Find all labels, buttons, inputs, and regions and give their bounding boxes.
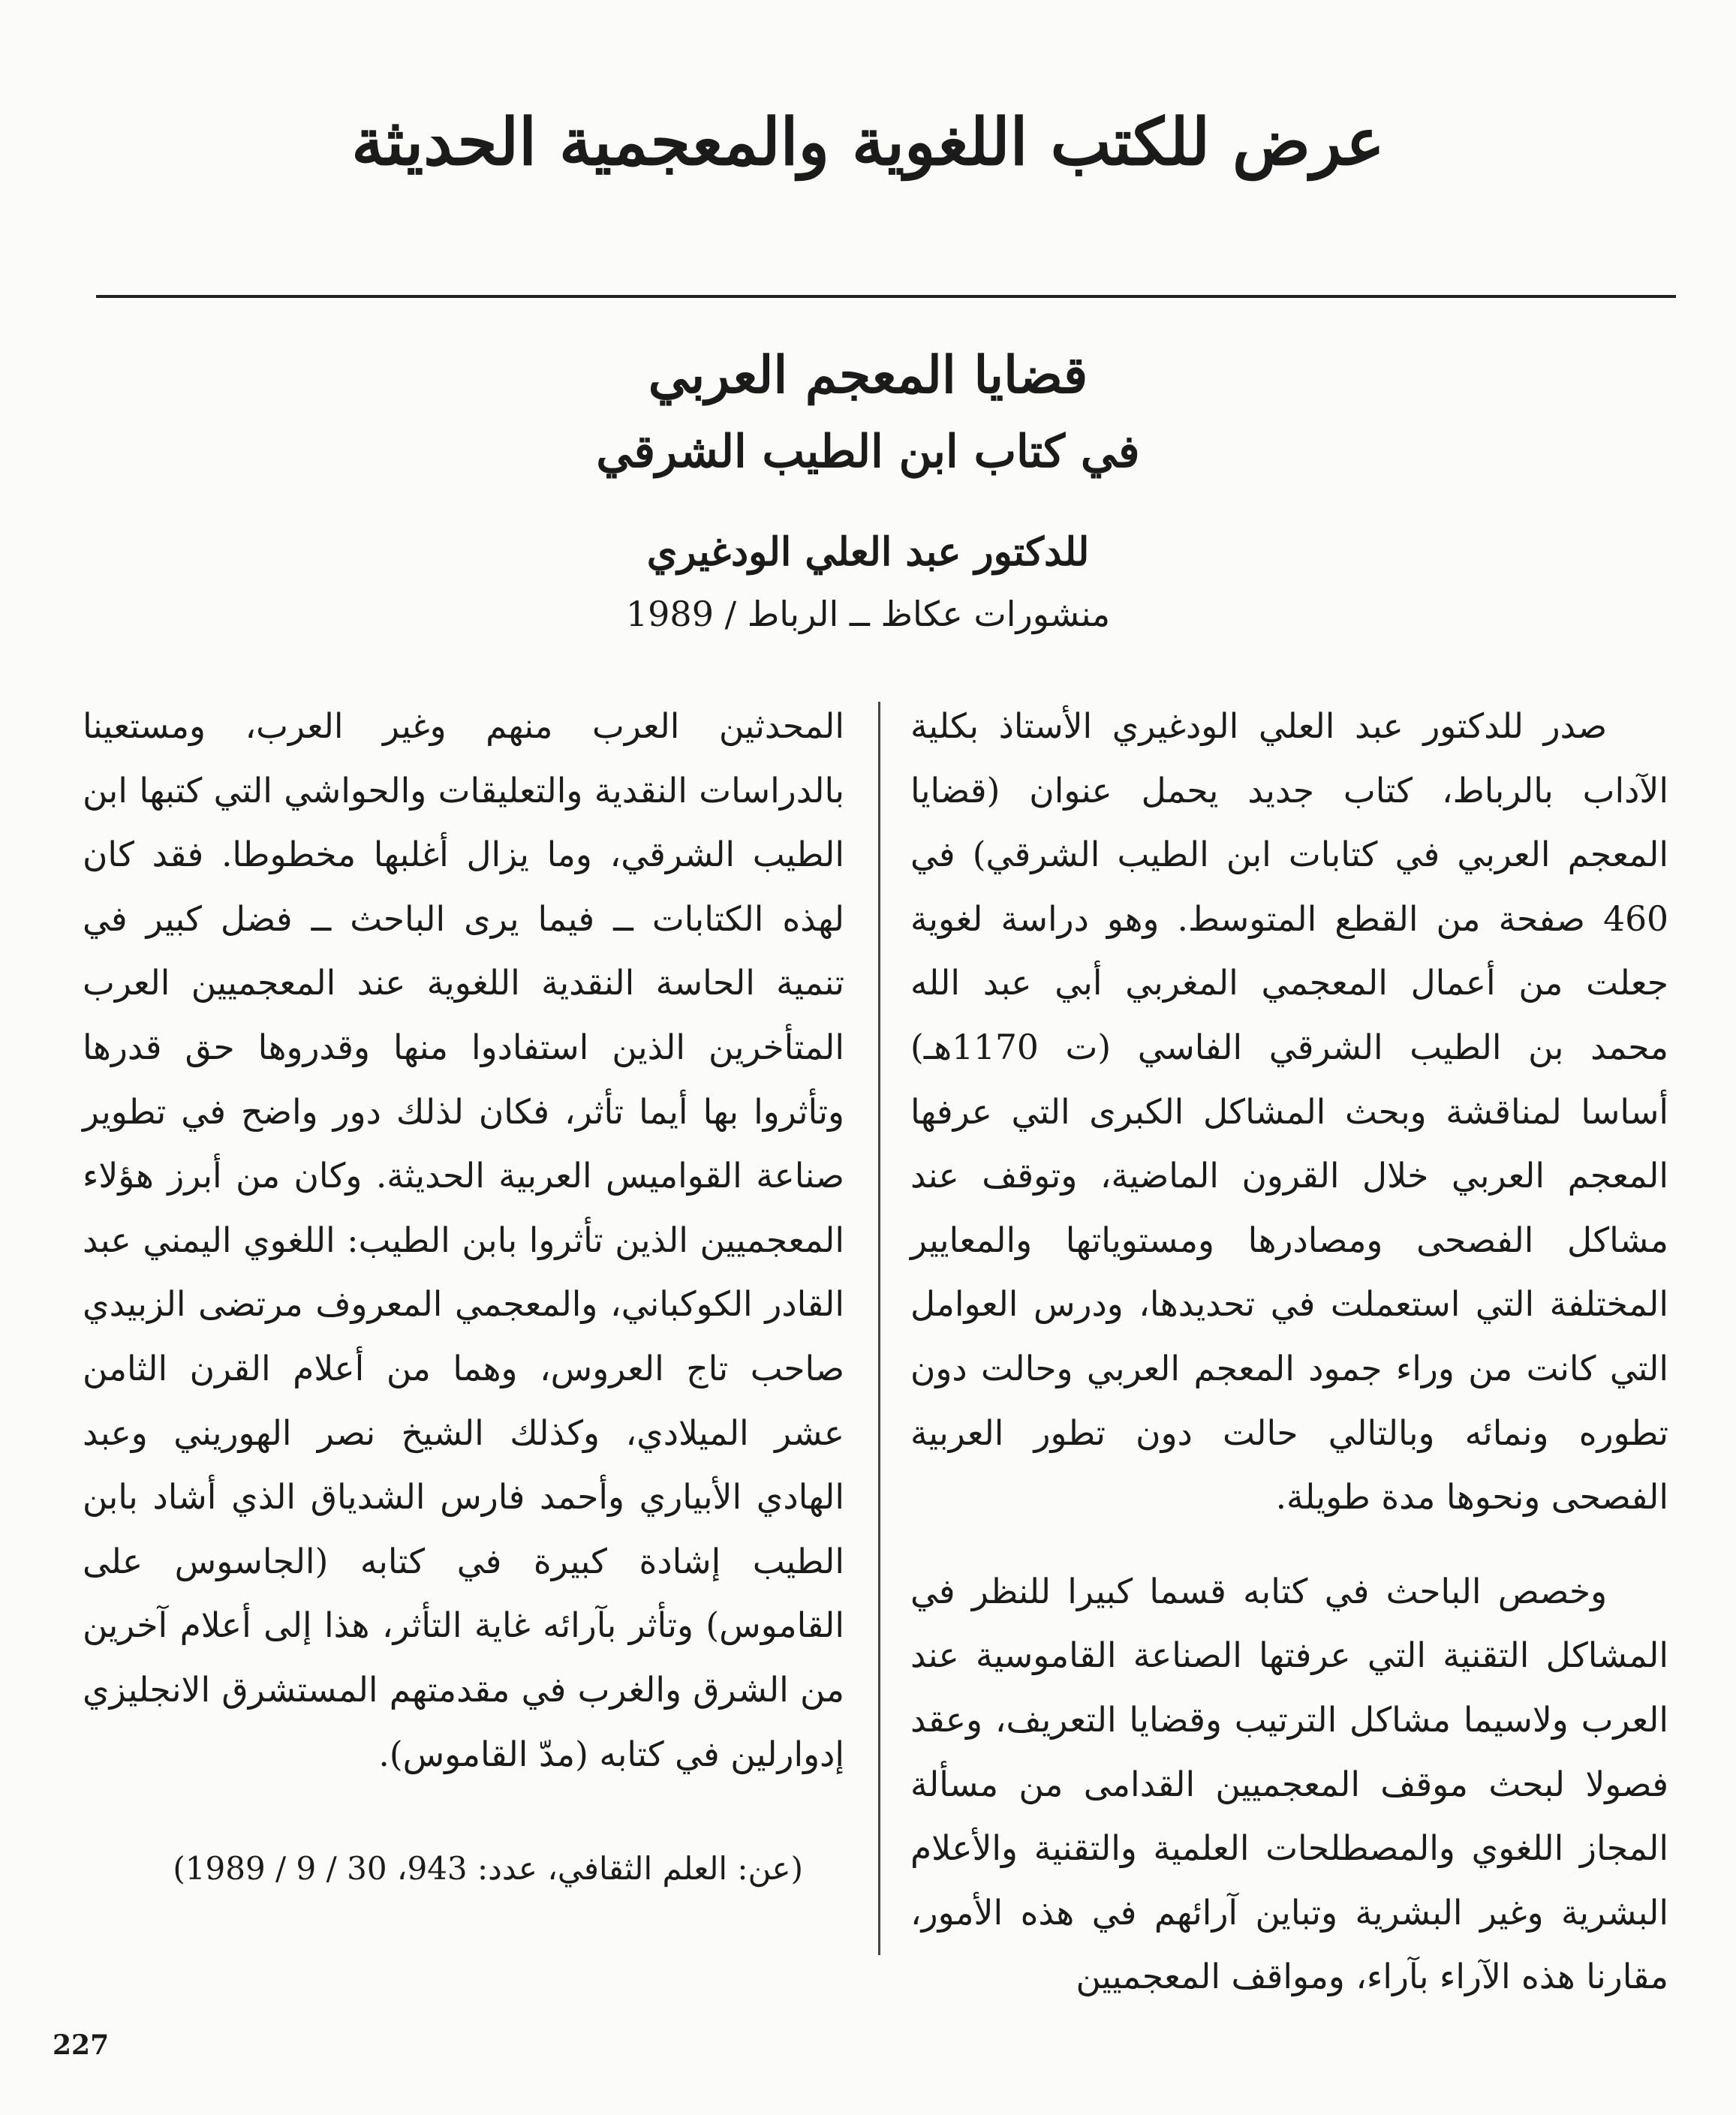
publisher-info: منشورات عكاظ ــ الرباط / 1989 xyxy=(625,594,1111,634)
left-column xyxy=(83,694,844,1786)
left-column-paragraph: المحدثين العرب منهم وغير العرب، ومستعينا بالدراسات النقدية والتعليقات والحواشي التي كتبها ابن الطيب الشرقي، وما يزال أغلبها مخطوطا. فقد كان لهذه الكتابات ــ فيما يرى الباحث ــ فضل كبير في تنمية الحاسة النقدية اللغوية عند المعجميين العرب المتأخرين الذين استفادوا منها وقدروها حق قدرها وتأثروا بها أيما تأثر، فكان لذلك دور واضح في تطوير صناعة القواميس العربية الحديثة. وكان من أبرز هؤلاء المعجميين الذين تأثروا بابن الطيب: اللغوي اليمني عبد القادر الكوكباني، والمعجمي المعروف مرتضى الزبيدي صاحب تاج العروس، وهما من أعلام القرن الثامن عشر الميلادي، وكذلك الشيخ نصر الهوريني وعبد الهادي الأبياري وأحمد فارس الشدياق الذي أشاد بابن الطيب إشادة كبيرة في كتابه (الجاسوس على القاموس) وتأثر بآرائه غاية التأثر، هذا إلى أعلام آخرين من الشرق والغرب في مقدمتهم المستشرق الانجليزي إدوارلين في كتابه (مدّ القاموس). xyxy=(83,706,844,1774)
column-divider xyxy=(878,702,880,1955)
article-title: قضايا المعجم العربي xyxy=(648,345,1088,405)
author-name: للدكتور عبد العلي الودغيري xyxy=(646,529,1090,575)
right-column-paragraph: وخصص الباحث في كتابه قسما كبيرا للنظر في المشاكل التقنية التي عرفتها الصناعة القاموسية عند العرب ولاسيما مشاكل الترتيب وقضايا التعريف، وعقد فصولا لبحث موقف المعجميين القدامى من مسألة المجاز اللغوي والمصطلحات العلمية والتقنية والأعلام البشرية وغير البشرية وتباين آرائهم في هذه الأمور، مقارنا هذه الآراء بآراء، ومواقف المعجميين xyxy=(910,1571,1668,1997)
header-rule xyxy=(96,295,1676,298)
page-number: 227 xyxy=(53,2029,110,2061)
article-subtitle: في كتاب ابن الطيب الشرقي xyxy=(596,426,1140,478)
section-title: عرض للكتب اللغوية والمعجمية الحديثة xyxy=(351,104,1385,180)
right-column-paragraph: صدر للدكتور عبد العلي الودغيري الأستاذ بكلية الآداب بالرباط، كتاب جديد يحمل عنوان (قضايا المعجم العربي في كتابات ابن الطيب الشرقي) في 460 صفحة من القطع المتوسط. وهو دراسة لغوية جعلت من أعمال المعجمي المغربي أبي عبد الله محمد بن الطيب الشرقي الفاسي (ت 1170هـ) أساسا لمناقشة وبحث المشاكل الكبرى التي عرفها المعجم العربي خلال القرون الماضية، وتوقف عند مشاكل الفصحى ومصادرها ومستوياتها والمعايير المختلفة التي استعملت في تحديدها، ودرس العوامل التي كانت من وراء جمود المعجم العربي وحالت دون تطوره ونمائه وبالتالي حالت دون تطور العربية الفصحى ونحوها مدة طويلة. xyxy=(910,706,1668,1518)
source-note: (عن: العلم الثقافي، عدد: 943، 30 / 9 / 1989) xyxy=(173,1850,803,1887)
right-column xyxy=(910,694,1668,2009)
